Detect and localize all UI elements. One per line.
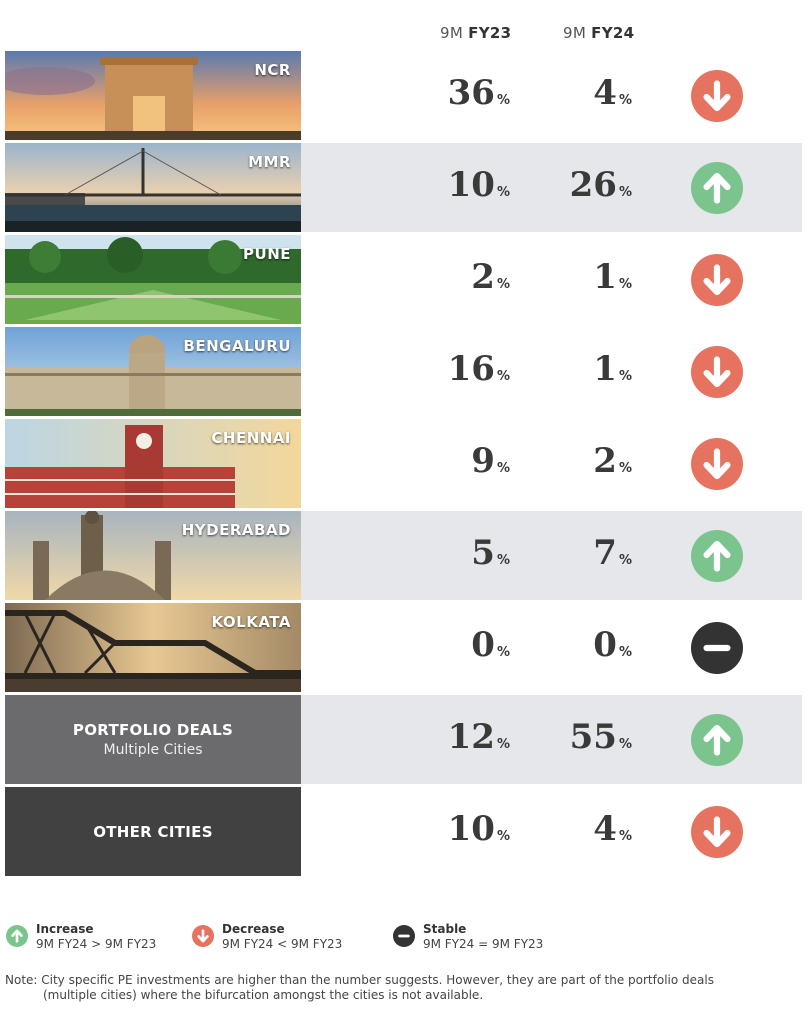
city-label: PUNE bbox=[243, 245, 291, 263]
pct-sign: % bbox=[496, 277, 510, 292]
fy24-number: 7 bbox=[593, 533, 617, 573]
legend-label: Increase bbox=[36, 922, 94, 936]
fy24-number: 4 bbox=[593, 809, 617, 849]
pct-sign: % bbox=[496, 93, 510, 108]
legend-label: Decrease bbox=[222, 922, 285, 936]
header-fy23-prefix: 9M bbox=[440, 24, 469, 42]
fy23-number: 36 bbox=[447, 73, 495, 113]
row-chennai bbox=[5, 419, 802, 508]
fy23-value bbox=[410, 625, 510, 665]
kolkata-photo bbox=[5, 603, 301, 692]
fy23-number: 10 bbox=[447, 165, 495, 205]
other-cities-title: OTHER CITIES bbox=[93, 822, 213, 841]
fy23-number: 12 bbox=[447, 717, 495, 757]
legend-up-arrow-icon bbox=[6, 925, 28, 947]
fy24-value bbox=[532, 533, 632, 573]
fy24-number: 1 bbox=[593, 349, 617, 389]
pct-sign: % bbox=[618, 277, 632, 292]
row-hyderabad bbox=[5, 511, 802, 600]
header-fy24-bold: FY24 bbox=[591, 24, 635, 42]
row-portfolio-deals bbox=[5, 695, 802, 784]
city-label: MMR bbox=[248, 153, 291, 171]
down-arrow-icon bbox=[691, 438, 743, 490]
pct-sign: % bbox=[496, 645, 510, 660]
pct-sign: % bbox=[618, 93, 632, 108]
pct-sign: % bbox=[618, 185, 632, 200]
down-arrow-icon bbox=[691, 346, 743, 398]
row-bengaluru bbox=[5, 327, 802, 416]
pct-sign: % bbox=[618, 645, 632, 660]
fy23-number: 0 bbox=[471, 625, 495, 665]
pct-sign: % bbox=[496, 185, 510, 200]
pct-sign: % bbox=[618, 553, 632, 568]
fy23-number: 5 bbox=[471, 533, 495, 573]
fy23-value bbox=[410, 73, 510, 113]
row-other-cities bbox=[5, 787, 802, 876]
row-pune bbox=[5, 235, 802, 324]
fy24-number: 4 bbox=[593, 73, 617, 113]
fy24-value bbox=[532, 441, 632, 481]
city-label: NCR bbox=[254, 61, 291, 79]
ncr-photo bbox=[5, 51, 301, 140]
fy23-value bbox=[410, 441, 510, 481]
footnote-line1: Note: City specific PE investments are higher than the number suggests. However, they are part of the portfolio deals bbox=[5, 973, 714, 987]
legend-desc: 9M FY24 > 9M FY23 bbox=[36, 937, 157, 951]
footnote-line2: (multiple cities) where the bifurcation amongst the cities is not available. bbox=[43, 988, 484, 1002]
down-arrow-icon bbox=[691, 254, 743, 306]
fy24-value bbox=[532, 257, 632, 297]
chennai-photo bbox=[5, 419, 301, 508]
pct-sign: % bbox=[618, 461, 632, 476]
fy24-value bbox=[532, 809, 632, 849]
fy24-value bbox=[532, 165, 632, 205]
header-fy23-bold: FY23 bbox=[468, 24, 512, 42]
fy24-number: 26 bbox=[569, 165, 617, 205]
other-cities-block bbox=[5, 787, 301, 876]
down-arrow-icon bbox=[691, 70, 743, 122]
header-fy23 bbox=[440, 24, 511, 42]
portfolio-block bbox=[5, 695, 301, 784]
header-fy24-prefix: 9M bbox=[563, 24, 592, 42]
mmr-photo bbox=[5, 143, 301, 232]
up-arrow-icon bbox=[691, 714, 743, 766]
legend-label: Stable bbox=[423, 922, 467, 936]
city-label: HYDERABAD bbox=[181, 521, 291, 539]
legend-desc: 9M FY24 = 9M FY23 bbox=[423, 937, 544, 951]
hyderabad-photo bbox=[5, 511, 301, 600]
fy24-number: 0 bbox=[593, 625, 617, 665]
bengaluru-photo bbox=[5, 327, 301, 416]
legend-desc: 9M FY24 < 9M FY23 bbox=[222, 937, 343, 951]
city-label: KOLKATA bbox=[211, 613, 291, 631]
up-arrow-icon bbox=[691, 530, 743, 582]
pct-sign: % bbox=[496, 737, 510, 752]
pct-sign: % bbox=[496, 553, 510, 568]
fy23-value bbox=[410, 717, 510, 757]
pct-sign: % bbox=[496, 461, 510, 476]
fy23-value bbox=[410, 165, 510, 205]
fy24-value bbox=[532, 625, 632, 665]
pune-photo bbox=[5, 235, 301, 324]
fy24-number: 55 bbox=[569, 717, 617, 757]
down-arrow-icon bbox=[691, 806, 743, 858]
row-mmr bbox=[5, 143, 802, 232]
portfolio-subtitle: Multiple Cities bbox=[103, 742, 203, 758]
fy23-number: 10 bbox=[447, 809, 495, 849]
minus-icon bbox=[691, 622, 743, 674]
city-label: BENGALURU bbox=[183, 337, 291, 355]
city-label: CHENNAI bbox=[211, 429, 291, 447]
fy24-number: 2 bbox=[593, 441, 617, 481]
fy23-number: 16 bbox=[447, 349, 495, 389]
legend-minus-icon bbox=[393, 925, 415, 947]
footnote bbox=[5, 973, 805, 1003]
row-ncr bbox=[5, 51, 802, 140]
pct-sign: % bbox=[618, 829, 632, 844]
header-fy24 bbox=[563, 24, 634, 42]
portfolio-title: PORTFOLIO DEALS bbox=[72, 721, 234, 739]
fy23-value bbox=[410, 257, 510, 297]
fy23-number: 9 bbox=[471, 441, 495, 481]
up-arrow-icon bbox=[691, 162, 743, 214]
fy23-value bbox=[410, 809, 510, 849]
fy24-value bbox=[532, 717, 632, 757]
row-kolkata bbox=[5, 603, 802, 692]
pct-sign: % bbox=[496, 829, 510, 844]
fy23-value bbox=[410, 533, 510, 573]
fy23-value bbox=[410, 349, 510, 389]
pct-sign: % bbox=[618, 737, 632, 752]
fy24-value bbox=[532, 349, 632, 389]
pct-sign: % bbox=[618, 369, 632, 384]
pct-sign: % bbox=[496, 369, 510, 384]
fy24-number: 1 bbox=[593, 257, 617, 297]
legend-down-arrow-icon bbox=[192, 925, 214, 947]
fy23-number: 2 bbox=[471, 257, 495, 297]
fy24-value bbox=[532, 73, 632, 113]
